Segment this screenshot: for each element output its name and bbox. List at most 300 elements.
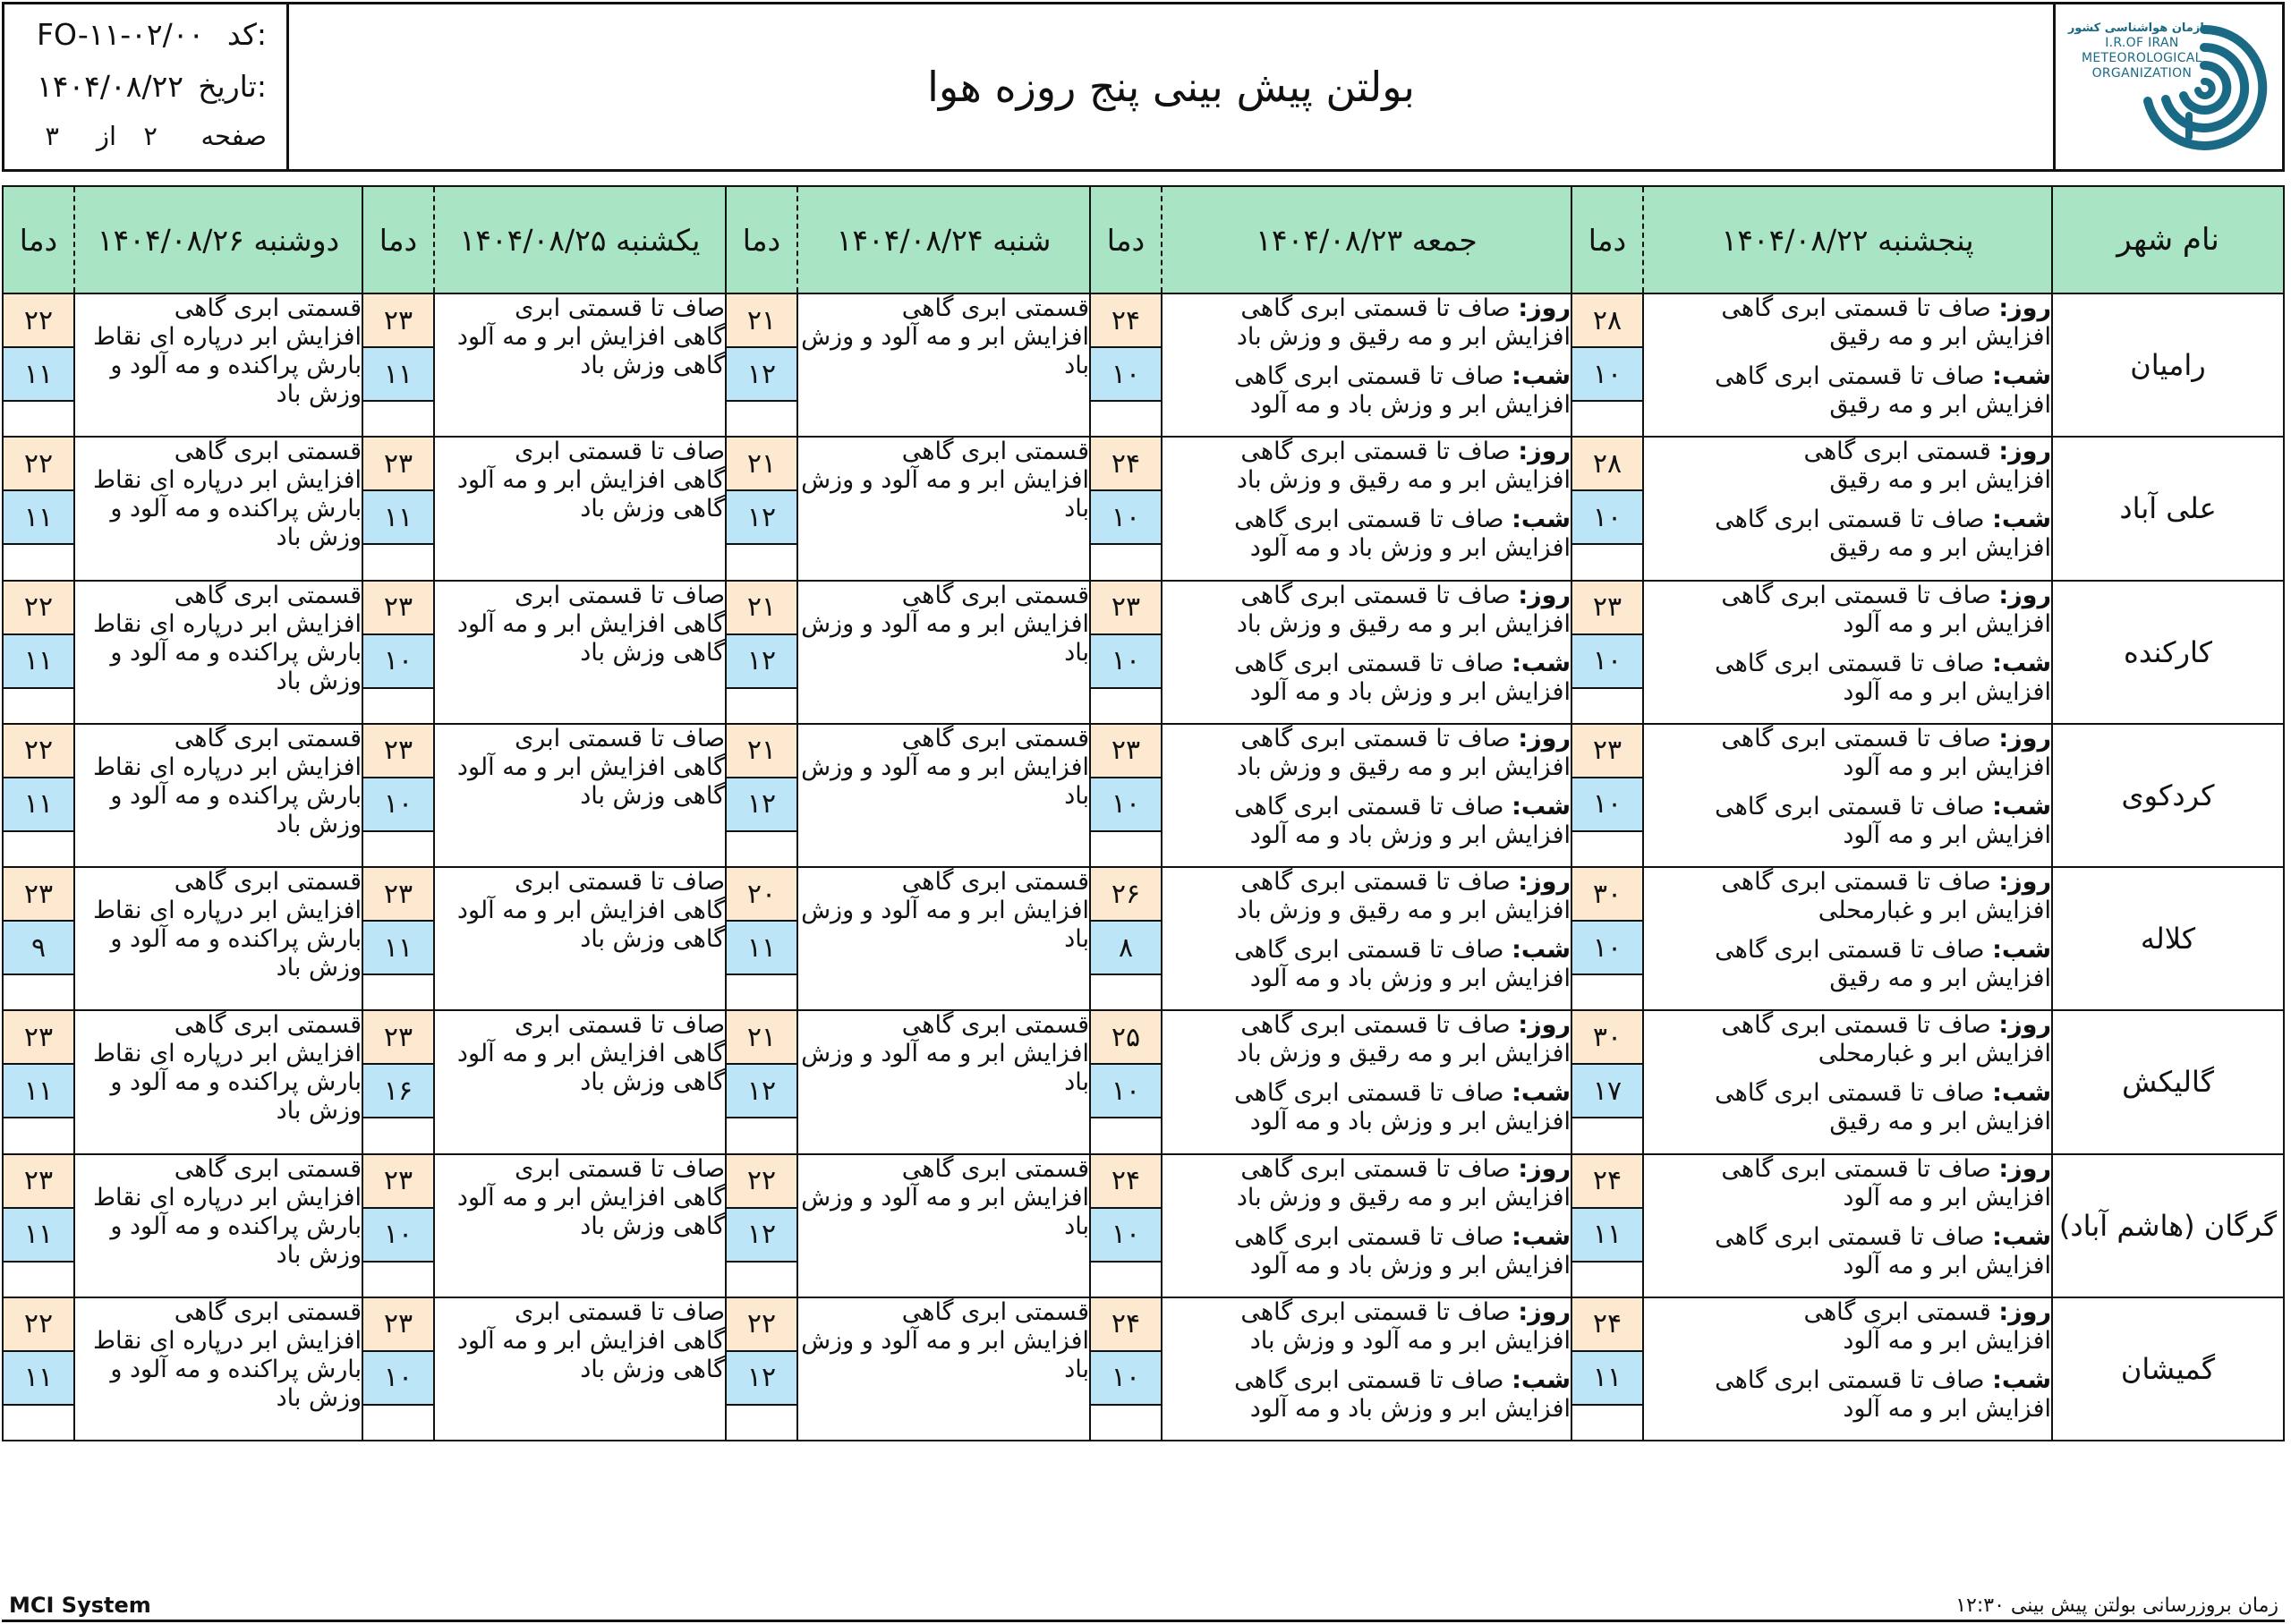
night-forecast-line — [1644, 678, 2051, 707]
day-label: روز: — [1518, 1011, 1571, 1040]
night-forecast-line — [1163, 1366, 1571, 1395]
forecast-line: افزایش ابر درپاره ای نقاط — [93, 752, 362, 781]
forecast-line: افزایش ابر و مه آلود و وزش — [801, 1326, 1089, 1355]
night-forecast-text: افزایش ابر و مه رقیق — [1829, 965, 2051, 992]
forecast-line: باد — [1064, 495, 1089, 523]
forecast-line: صاف تا قسمتی ابری — [515, 581, 725, 609]
forecast-line: گاهی افزایش ابر و مه آلود — [456, 1183, 725, 1212]
forecast-description-day-2 — [1162, 1010, 1571, 1153]
logo-english-line-3: ORGANIZATION — [2091, 66, 2193, 81]
temperature-cell-day-5 — [3, 724, 74, 867]
forecast-line: افزایش ابر و مه آلود و وزش — [801, 466, 1089, 495]
night-forecast-text: صاف تا قسمتی ابری گاهی — [1234, 649, 1504, 677]
night-forecast-line — [1644, 821, 2051, 850]
night-forecast-text: افزایش ابر و وزش باد و مه آلود — [1249, 1108, 1571, 1136]
max-temperature: ۲۳ — [363, 1155, 433, 1209]
forecast-line: افزایش ابر درپاره ای نقاط — [93, 897, 362, 924]
day-label: روز: — [1998, 1154, 2051, 1183]
forecast-description-day-5 — [74, 724, 362, 867]
day-forecast-text: صاف تا قسمتی ابری گاهی — [1240, 724, 1511, 752]
min-temperature: ۱۲ — [727, 1352, 796, 1406]
spiral-logo-icon — [2137, 21, 2271, 155]
forecast-line: بارش پراکنده و مه آلود و — [110, 352, 362, 379]
forecast-line: قسمتی ابری گاهی — [174, 1011, 362, 1040]
temperature-cell-day-3 — [726, 437, 797, 580]
forecast-line: قسمتی ابری گاهی — [174, 1154, 362, 1183]
night-forecast-text: افزایش ابر و مه رقیق — [1829, 391, 2051, 419]
forecast-line: باد — [1064, 1355, 1089, 1383]
forecast-line: قسمتی ابری گاهی — [174, 868, 362, 896]
day-forecast-line — [1644, 1298, 2051, 1327]
max-temperature: ۲۱ — [727, 582, 796, 635]
min-temperature: ۱۰ — [1091, 1352, 1161, 1406]
temp-header-3: دما — [726, 186, 797, 293]
forecast-line: قسمتی ابری گاهی — [901, 868, 1089, 896]
temperature-cell-day-5 — [3, 1297, 74, 1441]
max-temperature: ۲۲ — [727, 1155, 796, 1209]
min-temperature: ۱۰ — [1572, 491, 1642, 545]
min-temperature: ۱۱ — [4, 491, 73, 545]
forecast-description-day-5 — [74, 437, 362, 580]
max-temperature: ۲۲ — [4, 725, 73, 778]
forecast-line: باد — [1064, 638, 1089, 667]
forecast-line: وزش باد — [276, 1240, 362, 1269]
temperature-cell-day-4 — [362, 867, 434, 1010]
max-temperature: ۲۳ — [363, 294, 433, 348]
night-forecast-text: صاف تا قسمتی ابری گاهی — [1234, 1079, 1504, 1108]
day-forecast-line — [1163, 466, 1571, 495]
organization-logo — [2053, 4, 2282, 169]
night-label: شب: — [1512, 649, 1571, 677]
forecast-line: گاهی افزایش ابر و مه آلود — [456, 752, 725, 781]
forecast-description-day-2 — [1162, 867, 1571, 1010]
forecast-table — [2, 185, 2285, 1441]
forecast-line: افزایش ابر درپاره ای نقاط — [93, 1040, 362, 1068]
min-temperature: ۱۰ — [1091, 635, 1161, 689]
forecast-line: باد — [1064, 781, 1089, 810]
day-forecast-text: قسمتی ابری گاهی — [1803, 1297, 1991, 1326]
min-temperature: ۱۱ — [1572, 1352, 1642, 1406]
day-forecast-line — [1644, 1155, 2051, 1184]
forecast-line: افزایش ابر درپاره ای نقاط — [93, 1326, 362, 1355]
night-forecast-text: افزایش ابر و وزش باد و مه آلود — [1249, 1251, 1571, 1280]
forecast-description-day-4 — [434, 867, 726, 1010]
day-forecast-line — [1644, 438, 2051, 466]
night-forecast-line — [1163, 506, 1571, 534]
day-forecast-text: افزایش ابر و مه رقیق و وزش باد — [1236, 1040, 1571, 1068]
night-label: شب: — [1512, 936, 1571, 964]
day-forecast-line — [1163, 1040, 1571, 1068]
max-temperature: ۲۳ — [4, 1011, 73, 1065]
forecast-line: قسمتی ابری گاهی — [901, 1154, 1089, 1183]
table-row — [3, 867, 2284, 1010]
temperature-cell-day-1 — [1571, 437, 1643, 580]
day-label: روز: — [1518, 1154, 1571, 1183]
night-forecast-text: صاف تا قسمتی ابری گاهی — [1234, 936, 1504, 964]
temperature-cell-day-1 — [1571, 867, 1643, 1010]
logo-english-line-1: I.R.OF IRAN — [2105, 36, 2179, 50]
day-forecast-line — [1644, 753, 2051, 782]
max-temperature: ۲۳ — [1572, 582, 1642, 635]
forecast-line: باد — [1064, 352, 1089, 379]
min-temperature: ۱۲ — [727, 491, 796, 545]
night-label: شب: — [1992, 362, 2051, 390]
day-forecast-text: صاف تا قسمتی ابری گاهی — [1721, 868, 1991, 896]
forecast-line: قسمتی ابری گاهی — [174, 438, 362, 466]
forecast-line: گاهی وزش باد — [580, 495, 725, 523]
max-temperature: ۲۳ — [1091, 582, 1161, 635]
night-forecast-line — [1163, 1079, 1571, 1108]
max-temperature: ۲۳ — [363, 725, 433, 778]
temperature-cell-day-4 — [362, 293, 434, 437]
night-forecast-text: افزایش ابر و مه آلود — [1843, 1251, 2051, 1280]
forecast-description-day-1 — [1643, 1297, 2052, 1441]
max-temperature: ۲۲ — [4, 582, 73, 635]
forecast-description-day-5 — [74, 1297, 362, 1441]
day-forecast-text: افزایش ابر و مه رقیق و وزش باد — [1236, 1183, 1571, 1212]
forecast-description-day-2 — [1162, 293, 1571, 437]
temperature-cell-day-1 — [1571, 581, 1643, 724]
table-header-row — [3, 186, 2284, 293]
temperature-cell-day-1 — [1571, 1010, 1643, 1153]
day-forecast-line — [1163, 753, 1571, 782]
night-label: شب: — [1992, 1079, 2051, 1108]
day-label: روز: — [1998, 1297, 2051, 1326]
night-forecast-text: صاف تا قسمتی ابری گاهی — [1234, 1222, 1504, 1251]
night-forecast-line — [1163, 362, 1571, 391]
day-label: روز: — [1518, 294, 1571, 322]
night-label: شب: — [1512, 506, 1571, 534]
day-header-4: یکشنبه ۱۴۰۴/۰۸/۲۵ — [434, 186, 726, 293]
min-temperature: ۱۰ — [363, 635, 433, 689]
min-temperature: ۱۰ — [1091, 778, 1161, 832]
min-temperature: ۱۶ — [363, 1065, 433, 1118]
forecast-description-day-2 — [1162, 1297, 1571, 1441]
day-forecast-text: قسمتی ابری گاهی — [1803, 438, 1991, 466]
forecast-description-day-1 — [1643, 581, 2052, 724]
page-row — [31, 121, 267, 166]
temperature-cell-day-4 — [362, 581, 434, 724]
temp-header-4: دما — [362, 186, 434, 293]
night-forecast-text: افزایش ابر و وزش باد و مه آلود — [1249, 391, 1571, 419]
spacer — [1163, 925, 1571, 936]
date-label: تاریخ: — [198, 69, 267, 104]
day-label: روز: — [1998, 868, 2051, 896]
min-temperature: ۱۰ — [363, 1352, 433, 1406]
forecast-line: وزش باد — [276, 1383, 362, 1412]
night-forecast-line — [1644, 793, 2051, 821]
min-temperature: ۱۰ — [1091, 1209, 1161, 1263]
forecast-line: وزش باد — [276, 380, 362, 408]
day-forecast-text: افزایش ابر و مه رقیق و وزش باد — [1236, 752, 1571, 781]
night-forecast-text: صاف تا قسمتی ابری گاهی — [1715, 1079, 1985, 1108]
temperature-cell-day-5 — [3, 867, 74, 1010]
spacer — [1644, 782, 2051, 793]
day-forecast-text: افزایش ابر و مه رقیق — [1829, 466, 2051, 495]
day-label: روز: — [1998, 581, 2051, 609]
day-forecast-text: افزایش ابر و مه آلود و وزش باد — [1249, 1326, 1571, 1355]
spacer — [1163, 1356, 1571, 1366]
night-forecast-text: افزایش ابر و مه رقیق — [1829, 534, 2051, 563]
temperature-cell-day-3 — [726, 1154, 797, 1297]
night-forecast-line — [1163, 793, 1571, 821]
max-temperature: ۲۶ — [1091, 868, 1161, 922]
temperature-cell-day-5 — [3, 1010, 74, 1153]
day-forecast-line — [1644, 582, 2051, 610]
table-row — [3, 437, 2284, 580]
max-temperature: ۲۲ — [4, 1298, 73, 1352]
day-header-5: دوشنبه ۱۴۰۴/۰۸/۲۶ — [74, 186, 362, 293]
max-temperature: ۲۳ — [4, 1155, 73, 1209]
night-forecast-text: صاف تا قسمتی ابری گاهی — [1234, 792, 1504, 821]
temperature-cell-day-5 — [3, 581, 74, 724]
day-forecast-text: افزایش ابر و مه آلود — [1843, 1183, 2051, 1212]
day-label: روز: — [1518, 868, 1571, 896]
day-label: روز: — [1518, 581, 1571, 609]
spacer — [1644, 925, 2051, 936]
night-forecast-text: صاف تا قسمتی ابری گاهی — [1715, 506, 1985, 534]
forecast-line: صاف تا قسمتی ابری — [515, 294, 725, 322]
city-name: علی آباد — [2052, 437, 2284, 580]
day-forecast-text: صاف تا قسمتی ابری گاهی — [1240, 1297, 1511, 1326]
night-label: شب: — [1992, 649, 2051, 677]
max-temperature: ۲۴ — [1091, 438, 1161, 491]
city-name: کردکوی — [2052, 724, 2284, 867]
night-forecast-line — [1644, 936, 2051, 965]
night-forecast-line — [1644, 965, 2051, 993]
spacer — [1163, 1068, 1571, 1079]
forecast-line: گاهی وزش باد — [580, 1212, 725, 1240]
forecast-description-day-2 — [1162, 724, 1571, 867]
spacer — [1644, 639, 2051, 650]
forecast-line: بارش پراکنده و مه آلود و — [110, 495, 362, 523]
max-temperature: ۲۳ — [363, 1298, 433, 1352]
night-forecast-text: افزایش ابر و مه آلود — [1843, 1394, 2051, 1423]
night-label: شب: — [1992, 506, 2051, 534]
day-forecast-line — [1163, 294, 1571, 323]
night-forecast-line — [1163, 821, 1571, 850]
update-time-note — [1955, 1594, 2278, 1617]
min-temperature: ۱۱ — [4, 635, 73, 689]
temperature-cell-day-2 — [1090, 724, 1162, 867]
forecast-description-day-4 — [434, 437, 726, 580]
temperature-cell-day-5 — [3, 1154, 74, 1297]
temperature-cell-day-2 — [1090, 1010, 1162, 1153]
day-forecast-text: افزایش ابر و مه رقیق — [1829, 323, 2051, 351]
day-forecast-line — [1644, 1327, 2051, 1356]
spacer — [1644, 1212, 2051, 1223]
day-forecast-line — [1163, 610, 1571, 639]
temperature-cell-day-5 — [3, 437, 74, 580]
night-forecast-text: صاف تا قسمتی ابری گاهی — [1715, 649, 1985, 677]
forecast-line: صاف تا قسمتی ابری — [515, 1297, 725, 1326]
forecast-description-day-1 — [1643, 1010, 2052, 1153]
day-label: روز: — [1518, 724, 1571, 752]
night-forecast-text: صاف تا قسمتی ابری گاهی — [1715, 1222, 1985, 1251]
night-forecast-line — [1644, 391, 2051, 420]
date-row — [31, 69, 267, 114]
temperature-cell-day-4 — [362, 1010, 434, 1153]
forecast-line: وزش باد — [276, 667, 362, 695]
forecast-line: گاهی افزایش ابر و مه آلود — [456, 1040, 725, 1068]
forecast-description-day-4 — [434, 1154, 726, 1297]
forecast-line: افزایش ابر و مه آلود و وزش — [801, 609, 1089, 638]
logo-persian-name: سازمان هواشناسی کشور — [2067, 21, 2216, 35]
forecast-description-day-5 — [74, 867, 362, 1010]
temperature-cell-day-1 — [1571, 724, 1643, 867]
day-forecast-text: صاف تا قسمتی ابری گاهی — [1240, 1011, 1511, 1040]
forecast-line: بارش پراکنده و مه آلود و — [110, 925, 362, 953]
max-temperature: ۲۳ — [363, 438, 433, 491]
night-forecast-line — [1163, 965, 1571, 993]
page-total: ۳ — [45, 121, 59, 151]
day-forecast-text: صاف تا قسمتی ابری گاهی — [1240, 868, 1511, 896]
day-forecast-line — [1644, 1184, 2051, 1212]
forecast-line: صاف تا قسمتی ابری — [515, 868, 725, 896]
forecast-line: صاف تا قسمتی ابری — [515, 1154, 725, 1183]
day-forecast-line — [1644, 868, 2051, 897]
day-forecast-text: افزایش ابر و مه رقیق و وزش باد — [1236, 897, 1571, 924]
forecast-line: گاهی افزایش ابر و مه آلود — [456, 897, 725, 924]
forecast-line: افزایش ابر و مه آلود و وزش — [801, 752, 1089, 781]
footer-divider — [2, 1620, 2285, 1622]
night-forecast-line — [1163, 650, 1571, 678]
max-temperature: ۲۳ — [363, 1011, 433, 1065]
temperature-cell-day-1 — [1571, 1154, 1643, 1297]
max-temperature: ۲۲ — [4, 438, 73, 491]
forecast-line: گاهی وزش باد — [580, 781, 725, 810]
night-forecast-text: افزایش ابر و مه رقیق — [1829, 1108, 2051, 1136]
forecast-line: قسمتی ابری گاهی — [901, 724, 1089, 752]
max-temperature: ۲۳ — [1091, 725, 1161, 778]
forecast-line: وزش باد — [276, 954, 362, 982]
spacer — [1163, 495, 1571, 506]
spacer — [1163, 639, 1571, 650]
forecast-line: گاهی وزش باد — [580, 925, 725, 953]
night-forecast-text: افزایش ابر و مه آلود — [1843, 677, 2051, 706]
forecast-line: باد — [1064, 1068, 1089, 1097]
night-forecast-text: افزایش ابر و مه آلود — [1843, 821, 2051, 849]
temperature-cell-day-4 — [362, 724, 434, 867]
temperature-cell-day-3 — [726, 867, 797, 1010]
min-temperature: ۱۰ — [1572, 348, 1642, 402]
forecast-description-day-1 — [1643, 724, 2052, 867]
max-temperature: ۲۱ — [727, 1011, 796, 1065]
day-forecast-text: افزایش ابر و مه رقیق و وزش باد — [1236, 466, 1571, 495]
night-forecast-text: افزایش ابر و وزش باد و مه آلود — [1249, 965, 1571, 992]
min-temperature: ۱۰ — [1572, 778, 1642, 832]
min-temperature: ۱۱ — [4, 1065, 73, 1118]
min-temperature: ۱۱ — [4, 348, 73, 402]
day-forecast-line — [1163, 725, 1571, 753]
forecast-line: گاهی وزش باد — [580, 352, 725, 379]
day-forecast-line — [1163, 897, 1571, 925]
spacer — [1644, 1068, 2051, 1079]
night-forecast-line — [1644, 650, 2051, 678]
temperature-cell-day-2 — [1090, 293, 1162, 437]
forecast-line: قسمتی ابری گاهی — [901, 1011, 1089, 1040]
min-temperature: ۱۱ — [363, 491, 433, 545]
table-row — [3, 1010, 2284, 1153]
min-temperature: ۱۰ — [1572, 922, 1642, 975]
forecast-description-day-4 — [434, 581, 726, 724]
night-forecast-line — [1644, 534, 2051, 563]
forecast-line: افزایش ابر درپاره ای نقاط — [93, 466, 362, 495]
day-forecast-line — [1163, 1184, 1571, 1212]
forecast-description-day-3 — [797, 1297, 1090, 1441]
night-forecast-text: افزایش ابر و وزش باد و مه آلود — [1249, 677, 1571, 706]
night-forecast-line — [1644, 506, 2051, 534]
temperature-cell-day-4 — [362, 437, 434, 580]
temperature-cell-day-2 — [1090, 437, 1162, 580]
city-name: رامیان — [2052, 293, 2284, 437]
night-label: شب: — [1512, 362, 1571, 390]
temp-header-5: دما — [3, 186, 74, 293]
forecast-line: گاهی وزش باد — [580, 1068, 725, 1097]
day-forecast-text: افزایش ابر و مه رقیق و وزش باد — [1236, 609, 1571, 638]
day-forecast-line — [1644, 610, 2051, 639]
min-temperature: ۱۲ — [727, 1065, 796, 1118]
day-label: روز: — [1998, 294, 2051, 322]
forecast-line: گاهی افزایش ابر و مه آلود — [456, 466, 725, 495]
max-temperature: ۲۴ — [1572, 1298, 1642, 1352]
forecast-description-day-2 — [1162, 581, 1571, 724]
city-name: گمیشان — [2052, 1297, 2284, 1441]
day-forecast-text: افزایش ابر و مه آلود — [1843, 752, 2051, 781]
day-forecast-line — [1163, 1155, 1571, 1184]
night-forecast-text: صاف تا قسمتی ابری گاهی — [1234, 362, 1504, 390]
max-temperature: ۲۸ — [1572, 438, 1642, 491]
min-temperature: ۱۱ — [363, 348, 433, 402]
day-forecast-line — [1163, 1327, 1571, 1356]
min-temperature: ۱۱ — [363, 922, 433, 975]
forecast-line: گاهی وزش باد — [580, 638, 725, 667]
day-forecast-text: صاف تا قسمتی ابری گاهی — [1240, 294, 1511, 322]
night-label: شب: — [1992, 936, 2051, 964]
max-temperature: ۲۲ — [4, 294, 73, 348]
city-name: کلاله — [2052, 867, 2284, 1010]
forecast-line: قسمتی ابری گاهی — [174, 724, 362, 752]
night-forecast-text: صاف تا قسمتی ابری گاهی — [1715, 792, 1985, 821]
forecast-description-day-2 — [1162, 1154, 1571, 1297]
table-row — [3, 1297, 2284, 1441]
temperature-cell-day-1 — [1571, 293, 1643, 437]
forecast-line: باد — [1064, 925, 1089, 953]
day-forecast-line — [1163, 868, 1571, 897]
table-row — [3, 293, 2284, 437]
temperature-cell-day-2 — [1090, 867, 1162, 1010]
day-forecast-text: افزایش ابر و غبارمحلی — [1818, 897, 2051, 924]
day-header-1: پنجشنبه ۱۴۰۴/۰۸/۲۲ — [1643, 186, 2052, 293]
day-forecast-text: صاف تا قسمتی ابری گاهی — [1721, 294, 1991, 322]
max-temperature: ۲۲ — [727, 1298, 796, 1352]
city-name: گالیکش — [2052, 1010, 2284, 1153]
forecast-line: بارش پراکنده و مه آلود و — [110, 1068, 362, 1097]
night-forecast-line — [1163, 1395, 1571, 1424]
forecast-line: وزش باد — [276, 523, 362, 552]
min-temperature: ۱۰ — [363, 1209, 433, 1263]
min-temperature: ۱۰ — [1091, 348, 1161, 402]
max-temperature: ۳۰ — [1572, 868, 1642, 922]
forecast-description-day-3 — [797, 1154, 1090, 1297]
min-temperature: ۱۲ — [727, 635, 796, 689]
forecast-description-day-3 — [797, 724, 1090, 867]
forecast-line: بارش پراکنده و مه آلود و — [110, 1355, 362, 1383]
page-title: بولتن پیش بینی پنج روزه هوا — [927, 63, 1415, 111]
day-header-2: جمعه ۱۴۰۴/۰۸/۲۳ — [1162, 186, 1571, 293]
forecast-line: باد — [1064, 1212, 1089, 1240]
date-value: ۱۴۰۴/۰۸/۲۲ — [37, 69, 184, 104]
